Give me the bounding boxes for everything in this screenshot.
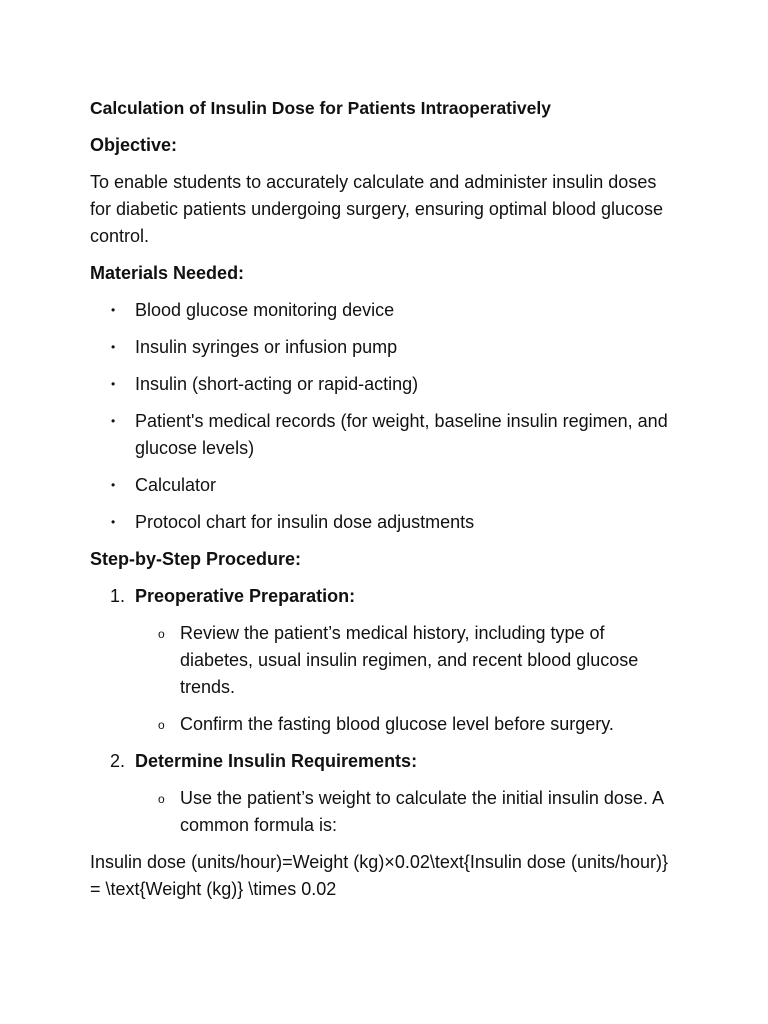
step-number: 1. bbox=[110, 586, 126, 606]
step-detail: Use the patient’s weight to calculate the initial insulin dose. A common formula is: bbox=[180, 788, 663, 835]
bullet-icon: • bbox=[111, 478, 116, 492]
list-item bbox=[90, 371, 680, 398]
bullet-icon: • bbox=[111, 303, 116, 317]
list-item bbox=[90, 509, 680, 536]
circle-bullet-icon: o bbox=[158, 627, 165, 641]
list-item bbox=[90, 408, 680, 462]
step-title: Preoperative Preparation: bbox=[135, 586, 356, 606]
material-text: Blood glucose monitoring device bbox=[135, 300, 395, 320]
list-item bbox=[90, 334, 680, 361]
step-sublist bbox=[135, 785, 680, 839]
document-page bbox=[90, 95, 680, 913]
materials-heading: Materials Needed: bbox=[90, 263, 245, 283]
formula-text: Insulin dose (units/hour)=Weight (kg)×0.02\text{Insulin dose (units/hour)} = \text{Weight (kg)} \times 0.02 bbox=[90, 852, 668, 899]
step-item bbox=[90, 583, 680, 738]
procedure-heading: Step-by-Step Procedure: bbox=[90, 549, 302, 569]
list-item bbox=[135, 620, 680, 701]
step-title: Determine Insulin Requirements: bbox=[135, 751, 418, 771]
bullet-icon: • bbox=[111, 515, 116, 529]
bullet-icon: • bbox=[111, 414, 116, 428]
step-item bbox=[90, 748, 680, 839]
material-text: Insulin syringes or infusion pump bbox=[135, 337, 398, 357]
list-item bbox=[135, 711, 680, 738]
step-detail: Review the patient’s medical history, including type of diabetes, usual insulin regimen, and recent blood glucose trends. bbox=[180, 623, 639, 697]
bullet-icon: • bbox=[111, 340, 116, 354]
materials-list bbox=[90, 297, 680, 536]
objective-text: To enable students to accurately calculate and administer insulin doses for diabetic patients undergoing surgery, ensuring optimal blood glucose control. bbox=[90, 172, 664, 246]
list-item bbox=[90, 472, 680, 499]
objective-heading: Objective: bbox=[90, 135, 178, 155]
material-text: Protocol chart for insulin dose adjustments bbox=[135, 512, 475, 532]
step-detail: Confirm the fasting blood glucose level before surgery. bbox=[180, 714, 614, 734]
material-text: Insulin (short-acting or rapid-acting) bbox=[135, 374, 419, 394]
circle-bullet-icon: o bbox=[158, 718, 165, 732]
bullet-icon: • bbox=[111, 377, 116, 391]
circle-bullet-icon: o bbox=[158, 792, 165, 806]
material-text: Patient's medical records (for weight, baseline insulin regimen, and glucose levels) bbox=[135, 411, 668, 458]
list-item bbox=[135, 785, 680, 839]
step-number: 2. bbox=[110, 751, 126, 771]
document-title: Calculation of Insulin Dose for Patients Intraoperatively bbox=[90, 98, 551, 118]
procedure-steps bbox=[90, 583, 680, 839]
step-sublist bbox=[135, 620, 680, 738]
list-item bbox=[90, 297, 680, 324]
material-text: Calculator bbox=[135, 475, 217, 495]
